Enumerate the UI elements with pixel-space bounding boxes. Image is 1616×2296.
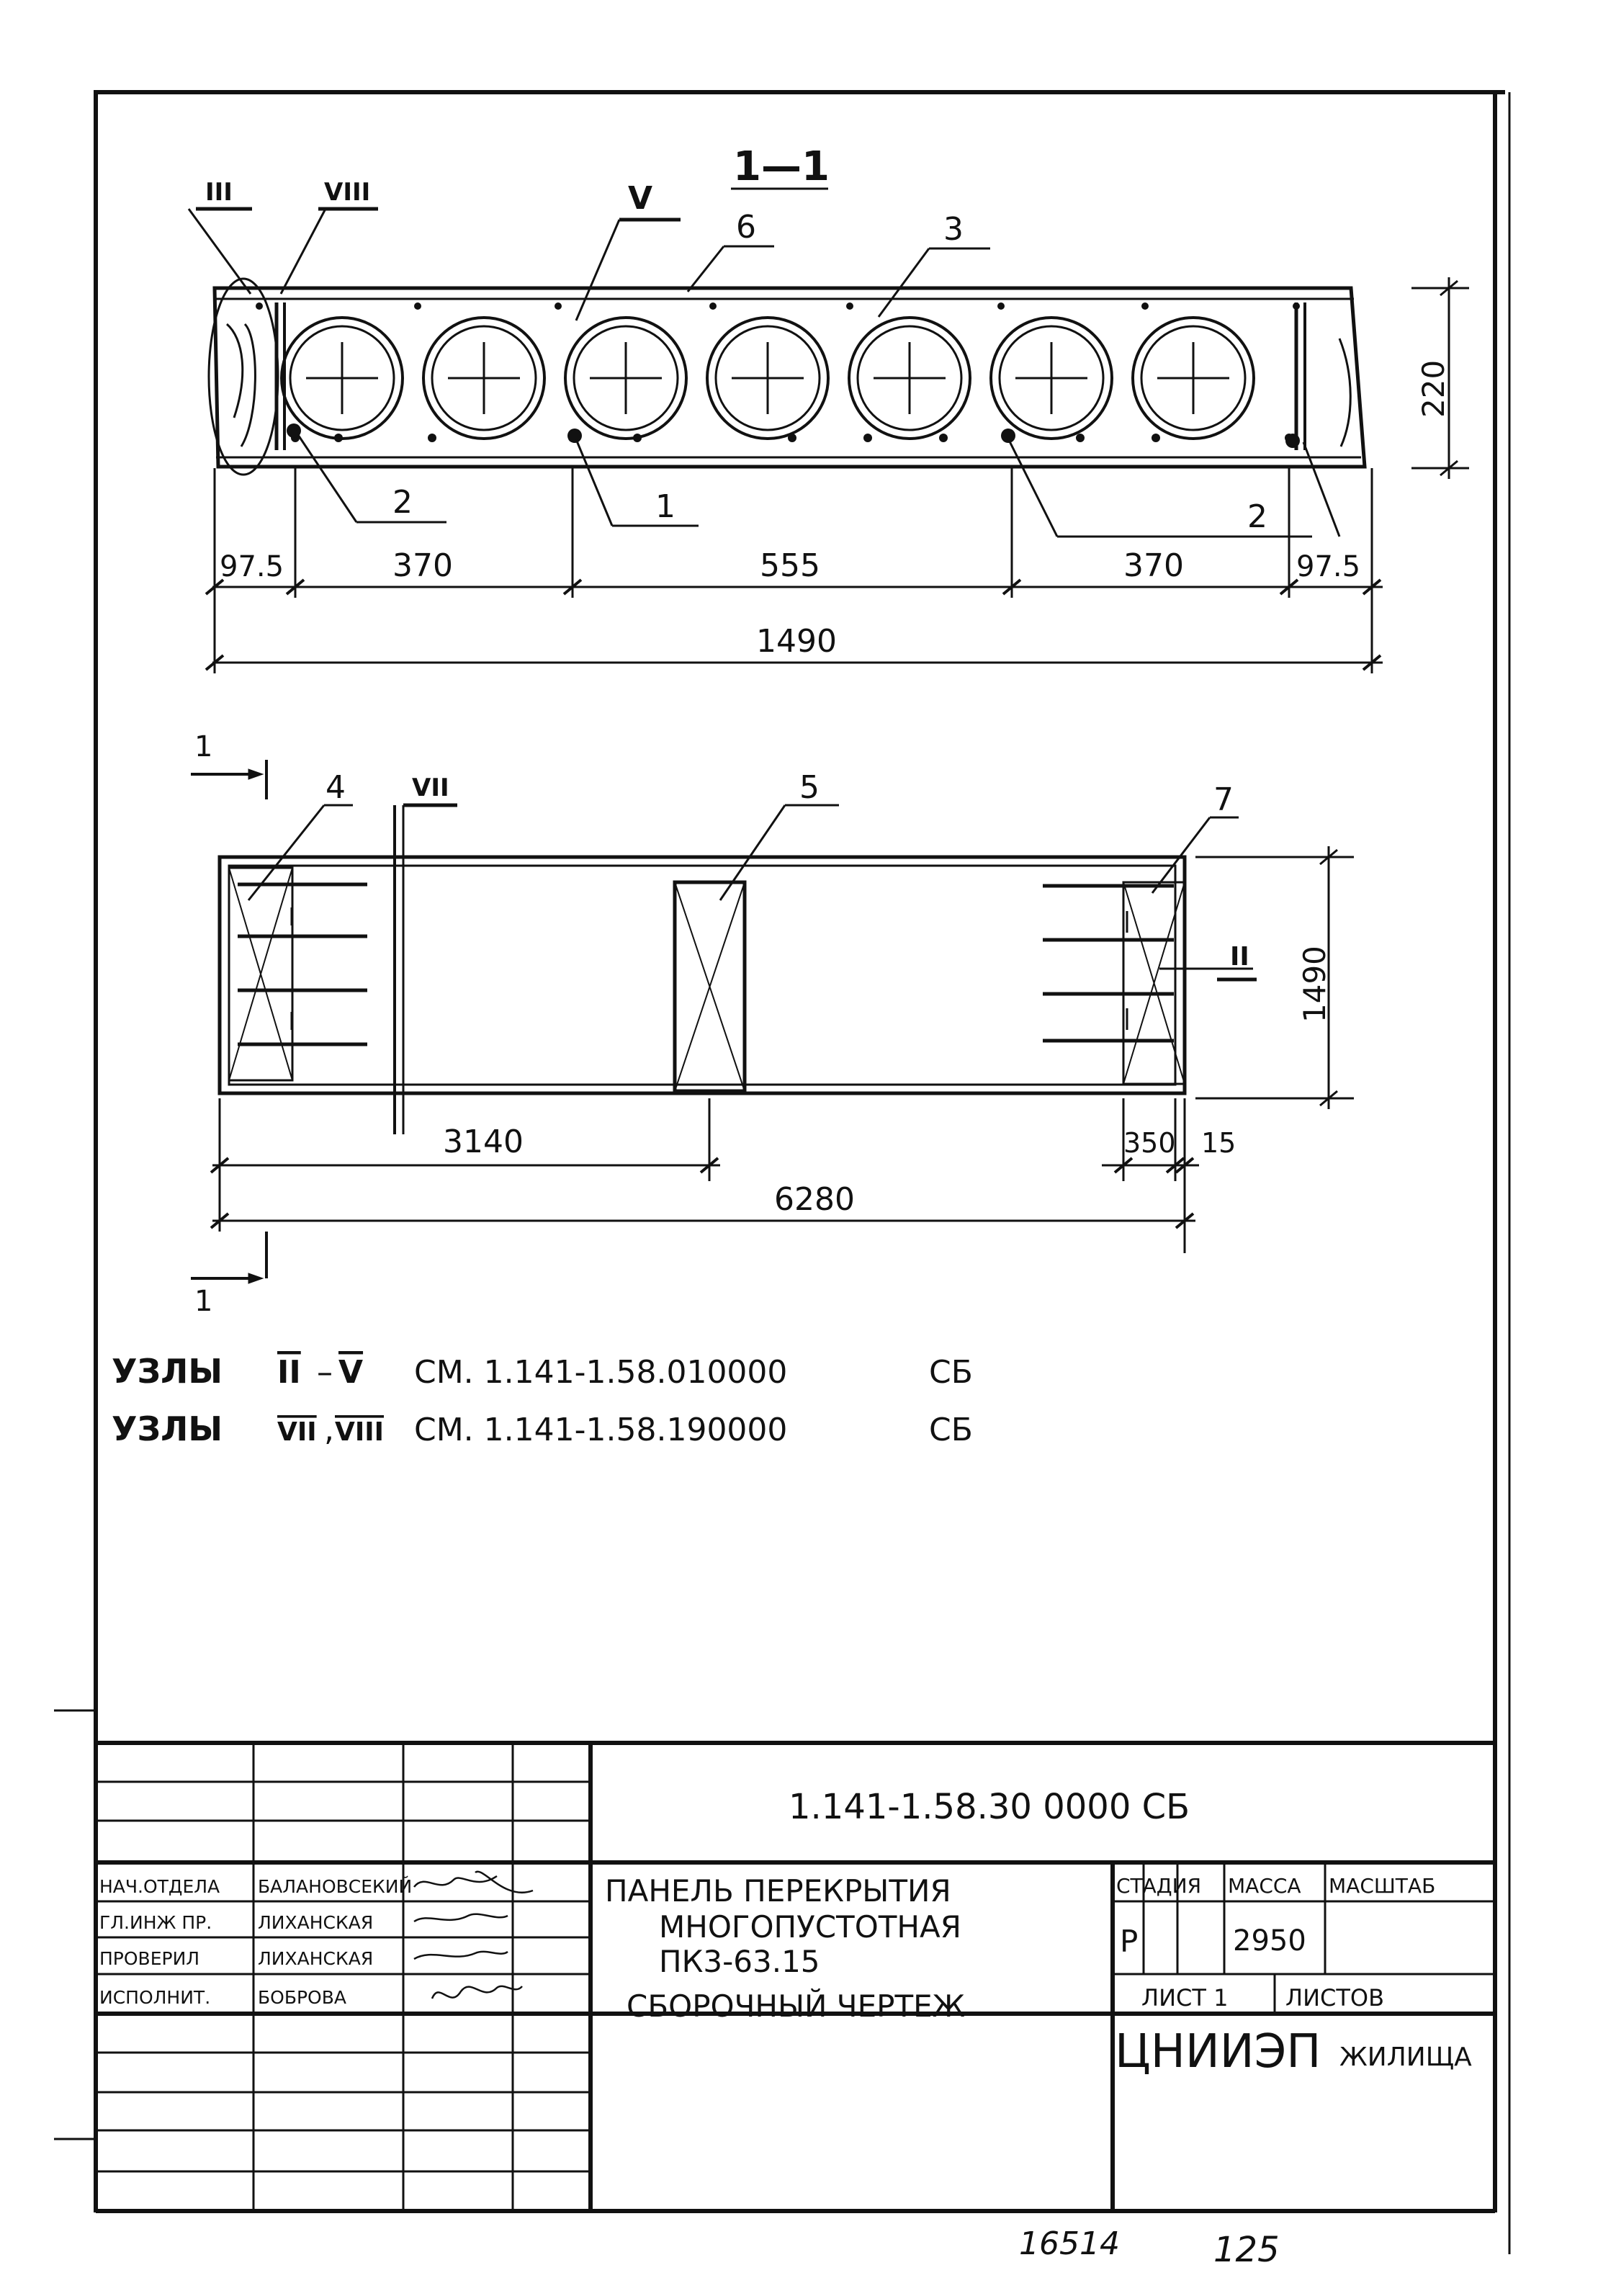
rebar-dot xyxy=(1152,434,1160,442)
note-1-range-end: V xyxy=(338,1354,364,1391)
org-suffix: ЖИЛИЩА xyxy=(1339,2042,1472,2072)
note-2-range-start: VII xyxy=(277,1417,317,1447)
role-3: ПРОВЕРИЛ xyxy=(99,1948,200,1969)
dim-seg-5: 97.5 xyxy=(1296,550,1361,583)
pos-label-5: 5 xyxy=(799,769,820,806)
dim-plan-edge-b: 15 xyxy=(1201,1127,1236,1159)
note-2-sep: , xyxy=(324,1412,334,1448)
rebar-dot xyxy=(334,434,343,442)
section-leaders xyxy=(189,189,1339,537)
rebar-dot xyxy=(256,302,263,310)
title-line-2: МНОГОПУСТОТНАЯ xyxy=(659,1909,961,1945)
callout-node-vii: VII xyxy=(412,773,449,802)
role-2-name: ЛИХАНСКАЯ xyxy=(258,1912,374,1933)
role-4: ИСПОЛНИТ. xyxy=(99,1987,211,2008)
hollow-cores xyxy=(282,318,1254,439)
section-title: 1—1 xyxy=(733,143,830,190)
stage-value: Р xyxy=(1120,1924,1139,1959)
rebar-dot xyxy=(863,434,872,442)
rebar-dot-main xyxy=(1285,434,1300,448)
note-2-range-end: VIII xyxy=(335,1417,385,1447)
pos-label-4: 4 xyxy=(326,769,346,806)
pos-label-2-right: 2 xyxy=(1247,498,1267,535)
cut-mark-top: 1 xyxy=(194,730,213,763)
rebar-dot xyxy=(414,302,421,310)
role-3-name: ЛИХАНСКАЯ xyxy=(258,1948,374,1969)
note-2-suffix: СБ xyxy=(929,1412,973,1448)
dim-seg-1: 97.5 xyxy=(220,550,284,583)
callout-node-v: V xyxy=(628,180,653,217)
note-1 xyxy=(112,1352,973,1391)
footer-number-left: 16514 xyxy=(1019,2225,1120,2262)
dim-plan-edge-a: 350 xyxy=(1123,1127,1176,1159)
mass-header: МАССА xyxy=(1228,1874,1301,1898)
dim-seg-4: 370 xyxy=(1123,547,1184,584)
note-1-sep: – xyxy=(317,1354,333,1391)
note-1-range-start: II xyxy=(277,1354,301,1391)
dim-plan-width: 1490 xyxy=(1297,946,1332,1023)
scale-header: МАСШТАБ xyxy=(1329,1874,1436,1898)
rebar-dot xyxy=(709,302,717,310)
rebar-dot xyxy=(788,434,796,442)
rebar-dots xyxy=(256,302,1300,448)
sheet-label: ЛИСТ 1 xyxy=(1141,1984,1229,2012)
role-2: ГЛ.ИНЖ ПР. xyxy=(99,1912,212,1933)
rebar-dot xyxy=(1141,302,1149,310)
rebar-dot xyxy=(939,434,948,442)
title-line-3: ПК3-63.15 xyxy=(659,1944,820,1979)
section-dimensions xyxy=(212,277,1469,673)
rebar-dot xyxy=(846,302,853,310)
note-2-ref: СМ. 1.141-1.58.190000 xyxy=(414,1412,788,1448)
callout-node-ii: II xyxy=(1230,942,1249,972)
doc-code: 1.141-1.58.30 0000 СБ xyxy=(789,1787,1190,1827)
org-main: ЦНИИЭП xyxy=(1115,2025,1321,2078)
rebar-dot xyxy=(633,434,642,442)
dim-seg-3: 555 xyxy=(760,547,820,584)
dim-section-height: 220 xyxy=(1416,359,1451,418)
note-1-suffix: СБ xyxy=(929,1354,973,1391)
note-2-label: УЗЛЫ xyxy=(112,1409,223,1448)
callout-node-iii: III xyxy=(205,178,233,207)
note-1-label: УЗЛЫ xyxy=(112,1352,223,1391)
pos-label-2-left: 2 xyxy=(392,484,413,521)
pos-label-1: 1 xyxy=(655,488,675,525)
rebar-dot xyxy=(1293,302,1300,310)
note-1-ref: СМ. 1.141-1.58.010000 xyxy=(414,1354,788,1391)
sheets-label: ЛИСТОВ xyxy=(1285,1984,1385,2012)
mass-value: 2950 xyxy=(1233,1924,1306,1958)
title-line-1: ПАНЕЛЬ ПЕРЕКРЫТИЯ xyxy=(605,1873,951,1909)
role-1-name: БАЛАНОВСЕКИЙ xyxy=(258,1876,413,1897)
pos-label-3: 3 xyxy=(943,211,964,248)
pos-label-6: 6 xyxy=(736,209,756,246)
title-subtitle: СБОРОЧНЫЙ ЧЕРТЕЖ xyxy=(627,1988,965,2024)
signatures xyxy=(414,1872,533,1999)
dim-seg-2: 370 xyxy=(392,547,453,584)
rebar-dot xyxy=(997,302,1005,310)
dim-plan-length: 6280 xyxy=(774,1181,855,1218)
rebar-dot xyxy=(1076,434,1085,442)
panel-plan-outline xyxy=(220,857,1185,1093)
rebar-dot xyxy=(428,434,436,442)
stage-header: СТАДИЯ xyxy=(1116,1874,1202,1898)
role-1: НАЧ.ОТДЕЛА xyxy=(99,1876,220,1897)
cut-mark-bottom: 1 xyxy=(194,1285,213,1318)
cross-section-1-1 xyxy=(209,279,1365,475)
plan-view xyxy=(191,760,1257,1283)
role-4-name: БОБРОВА xyxy=(258,1987,346,2008)
dim-plan-half-length: 3140 xyxy=(443,1124,524,1160)
rebar-dot xyxy=(555,302,562,310)
note-2 xyxy=(112,1409,973,1448)
pos-label-7: 7 xyxy=(1213,781,1234,818)
callout-node-viii: VIII xyxy=(324,178,371,207)
rebar-dot-main xyxy=(567,429,582,443)
dim-section-total: 1490 xyxy=(756,623,837,660)
footer-number-right: 125 xyxy=(1213,2230,1280,2270)
